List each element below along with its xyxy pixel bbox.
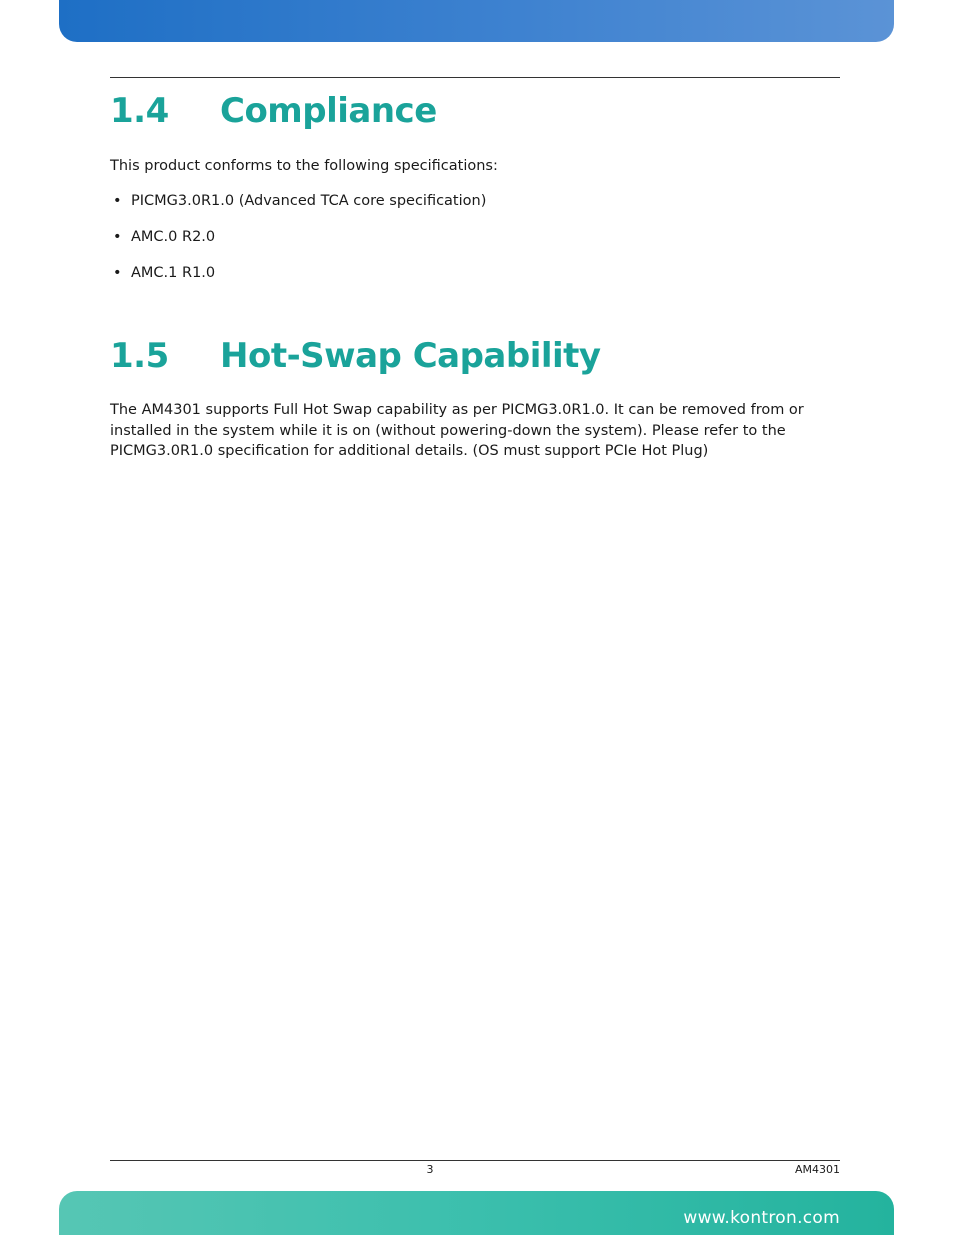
footer-rule: [110, 1160, 840, 1161]
list-item-text: AMC.0 R2.0: [131, 229, 216, 245]
heading-compliance: [110, 91, 437, 131]
section-title: Hot-Swap Capability: [220, 336, 601, 376]
compliance-intro: This product conforms to the following specifications:: [110, 158, 498, 174]
page-number: 3: [426, 1163, 434, 1176]
footer-url-link[interactable]: www.kontron.com: [683, 1208, 840, 1228]
list-item-text: AMC.1 R1.0: [131, 265, 216, 281]
list-item: [110, 226, 486, 262]
section-title: Compliance: [220, 91, 437, 131]
list-item-text: PICMG3.0R1.0 (Advanced TCA core specification): [131, 193, 487, 209]
list-item: [110, 190, 486, 226]
bullet-icon: •: [113, 265, 122, 281]
list-item: [110, 262, 486, 298]
bullet-icon: •: [113, 229, 122, 245]
section-number: 1.4: [110, 91, 169, 131]
header-rule: [110, 77, 840, 78]
heading-hot-swap: [110, 336, 601, 376]
document-code: AM4301: [794, 1163, 840, 1176]
header-band: [59, 0, 894, 42]
hot-swap-body: The AM4301 supports Full Hot Swap capability as per PICMG3.0R1.0. It can be removed from or installed in the system while it is on (without powering-down the system). Please refer to the PICMG3.0R1.0 specification for additional details. (OS must support PCIe Hot Plug): [110, 402, 804, 459]
section-number: 1.5: [110, 336, 169, 376]
specification-list: [110, 190, 486, 298]
bullet-icon: •: [113, 193, 122, 209]
